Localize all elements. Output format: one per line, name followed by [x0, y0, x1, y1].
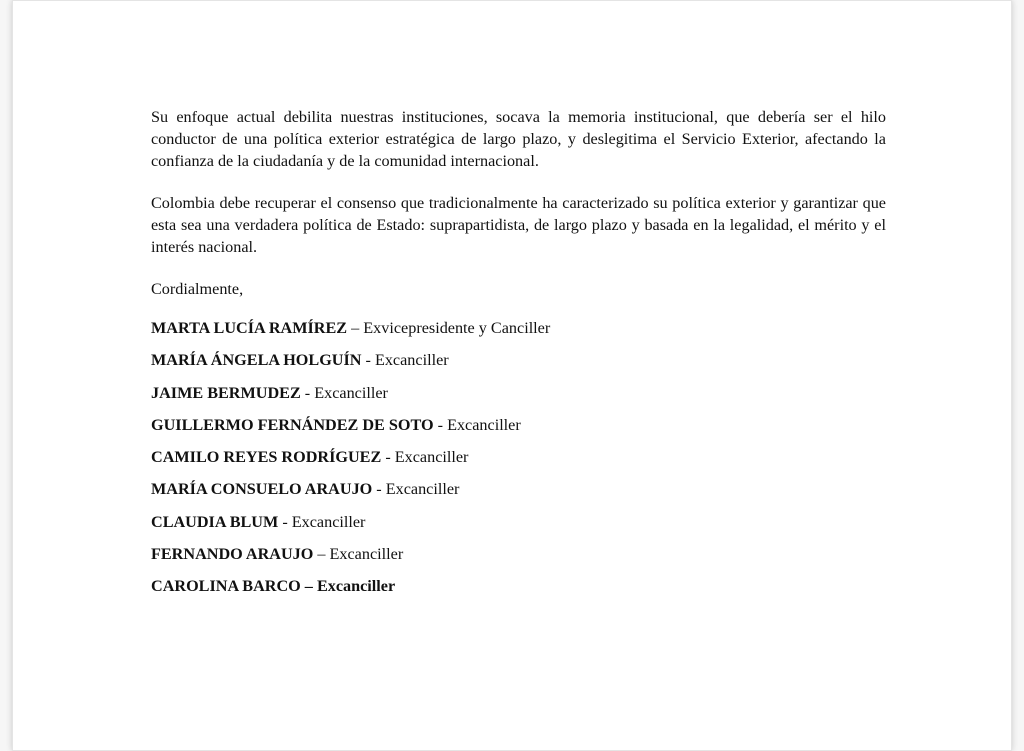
signatory-role: Excanciller — [329, 545, 404, 564]
signatory-item — [151, 446, 886, 478]
letter-body — [151, 106, 886, 608]
signatory-separator: – — [300, 577, 317, 596]
signatory-name: MARTA LUCÍA RAMÍREZ — [151, 319, 348, 337]
signatory-separator: - — [300, 383, 315, 402]
signatory-role: Excanciller — [314, 383, 388, 402]
signatory-role: Excanciller — [394, 448, 469, 467]
signatory-item — [151, 382, 886, 414]
signatory-separator: - — [278, 512, 292, 531]
signatory-item — [151, 317, 886, 349]
signatory-name: GUILLERMO FERNÁNDEZ DE SOTO — [151, 415, 434, 434]
signatory-item — [151, 543, 886, 575]
signatories-list — [151, 317, 886, 608]
signatory-separator: - — [381, 448, 395, 467]
signatory-item — [151, 349, 886, 381]
signatory-name: CAMILO REYES RODRÍGUEZ — [151, 448, 382, 467]
signatory-role: Excanciller — [374, 351, 449, 370]
signatory-item — [151, 511, 886, 543]
signatory-item — [151, 575, 886, 607]
closing-salutation: Cordialmente, — [151, 280, 244, 298]
signatory-item — [151, 414, 886, 446]
signatory-separator: - — [433, 415, 448, 434]
document-page — [12, 0, 1012, 751]
signatory-separator: – — [347, 319, 364, 337]
signatory-name: CLAUDIA BLUM — [151, 512, 279, 531]
signatory-name: MARÍA ÁNGELA HOLGUÍN — [151, 351, 362, 370]
signatory-item — [151, 478, 886, 510]
signatory-separator: – — [313, 545, 330, 564]
signatory-name: MARÍA CONSUELO ARAUJO — [151, 480, 373, 499]
signatory-name: JAIME BERMUDEZ — [151, 383, 301, 402]
paragraph-institutions: Su enfoque actual debilita nuestras instituciones, socava la memoria institucional, que debería ser el hilo conductor de una política exterior estratégica de largo plazo, y deslegitima el Servicio Exterior, afectando la confianza de la ciudadanía y de la comunidad internacional. — [151, 108, 886, 170]
signatory-separator: - — [361, 351, 375, 370]
paragraph-consensus: Colombia debe recuperar el consenso que tradicionalmente ha caracterizado su política exterior y garantizar que esta sea una verdadera política de Estado: suprapartidista, de largo plazo y basada en la legalidad, el mérito y el interés nacional. — [151, 194, 886, 256]
signatory-role: Exvicepresidente y Canciller — [363, 319, 551, 337]
signatory-role: Excanciller — [316, 577, 396, 596]
signatory-role: Excanciller — [291, 512, 366, 531]
signatory-name: CAROLINA BARCO — [151, 577, 301, 596]
signatory-role: Excanciller — [385, 480, 460, 499]
signatory-role: Excanciller — [447, 415, 521, 434]
signatory-separator: - — [372, 480, 386, 499]
signatory-name: FERNANDO ARAUJO — [151, 545, 314, 564]
